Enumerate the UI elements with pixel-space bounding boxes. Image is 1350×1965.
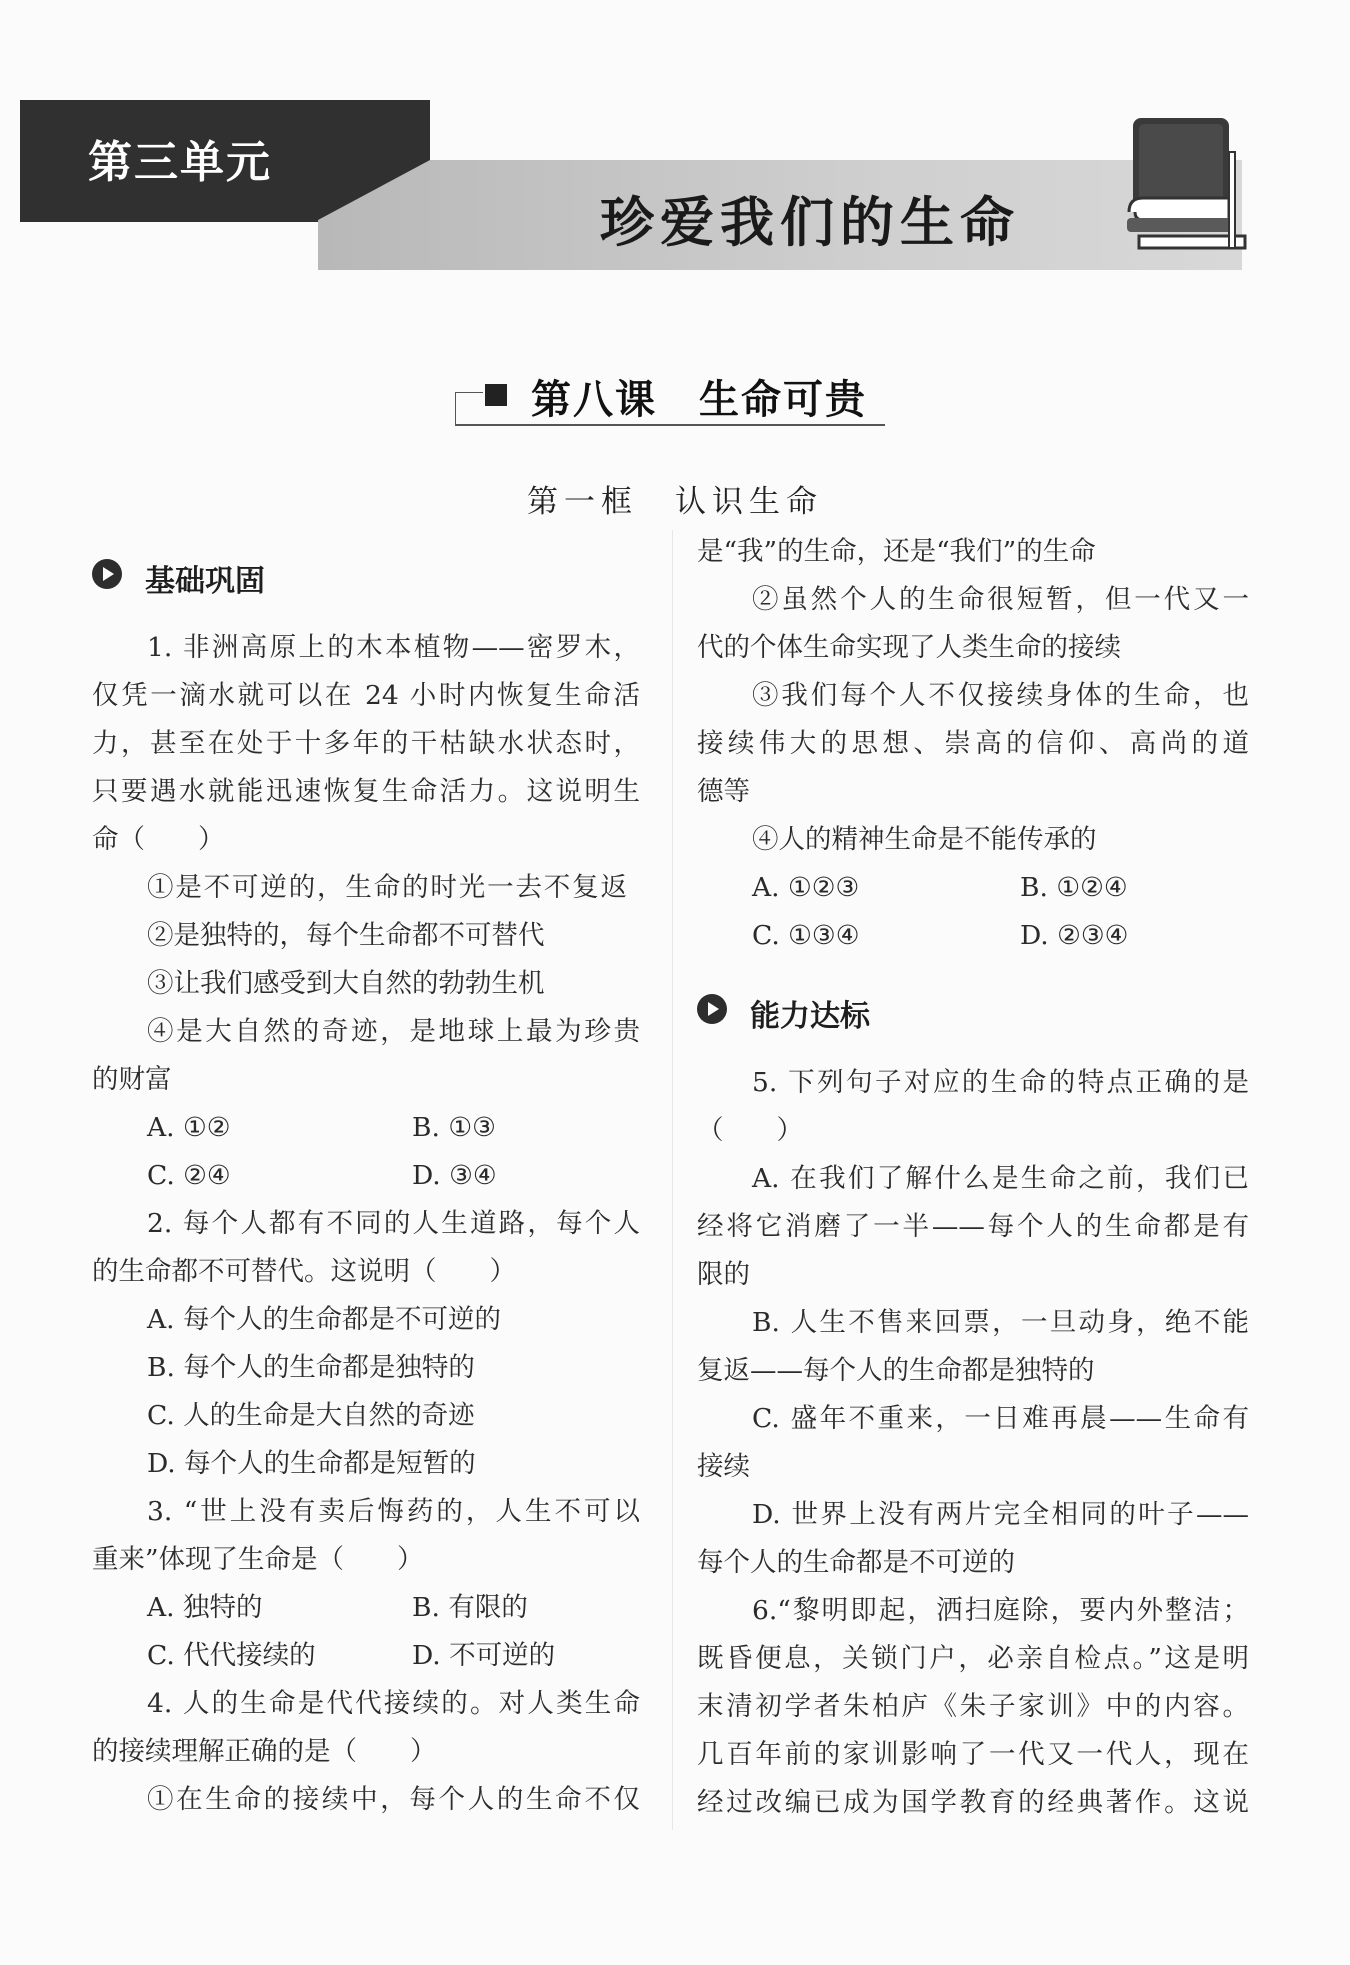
text-line: 经过改编已成为国学教育的经典著作。这说	[697, 1787, 1249, 1818]
option-b: B. ①③	[412, 1112, 496, 1143]
text-line: 仅凭一滴水就可以在 24 小时内恢复生命活	[92, 680, 640, 711]
text-line: 经将它消磨了一半——每个人的生命都是有	[697, 1211, 1249, 1242]
option-c: C. ①③④	[752, 920, 860, 951]
text-line: D. 世界上没有两片完全相同的叶子——	[752, 1499, 1249, 1530]
unit-title: 珍爱我们的生命	[600, 191, 1020, 254]
text-line: 力，甚至在处于十多年的干枯缺水状态时，	[92, 728, 640, 759]
text-line: 的接续理解正确的是（ ）	[92, 1736, 437, 1767]
text-line: 是“我”的生命，还是“我们”的生命	[697, 536, 1096, 567]
text-line: 只要遇水就能迅速恢复生命活力。这说明生	[92, 776, 640, 807]
text-line: 的财富	[92, 1064, 172, 1095]
text-line: ④人的精神生命是不能传承的	[752, 824, 1097, 855]
text-line: 2. 每个人都有不同的人生道路，每个人	[147, 1208, 640, 1239]
text-line: 几百年前的家训影响了一代又一代人，现在	[697, 1739, 1249, 1770]
text-line: 3. “世上没有卖后悔药的，人生不可以	[147, 1496, 640, 1527]
text-line: 德等	[697, 776, 750, 807]
text-line: A. 每个人的生命都是不可逆的	[147, 1304, 501, 1335]
play-circle-icon	[92, 559, 122, 589]
text-line: 5. 下列句子对应的生命的特点正确的是	[752, 1067, 1249, 1098]
books-icon	[1125, 112, 1255, 262]
section-heading-ability: 能力达标	[750, 999, 870, 1034]
section-heading-basics: 基础巩固	[145, 564, 265, 599]
text-line: D. 每个人的生命都是短暂的	[147, 1448, 476, 1479]
option-b: B. 有限的	[412, 1592, 528, 1623]
text-line: C. 盛年不重来，一日难再晨——生命有	[752, 1403, 1249, 1434]
text-line: C. 人的生命是大自然的奇迹	[147, 1400, 475, 1431]
text-line: 1. 非洲高原上的木本植物——密罗木，	[147, 632, 640, 663]
text-line: 接续伟大的思想、崇高的信仰、高尚的道	[697, 728, 1249, 759]
text-line: 6.“黎明即起，洒扫庭除，要内外整洁；	[752, 1595, 1249, 1626]
option-a: A. ①②③	[752, 872, 860, 903]
text-line: ③让我们感受到大自然的勃勃生机	[147, 968, 545, 999]
option-d: D. ③④	[412, 1160, 497, 1191]
text-line: ①在生命的接续中，每个人的生命不仅	[147, 1784, 640, 1815]
text-line: 代的个体生命实现了人类生命的接续	[697, 632, 1121, 663]
unit-label: 第三单元	[88, 137, 272, 188]
text-line: 每个人的生命都是不可逆的	[697, 1547, 1015, 1578]
square-bullet-icon	[485, 384, 507, 406]
text-line: 4. 人的生命是代代接续的。对人类生命	[147, 1688, 640, 1719]
column-divider	[672, 530, 673, 1830]
text-line: ③我们每个人不仅接续身体的生命，也	[752, 680, 1249, 711]
text-line: 限的	[697, 1259, 750, 1290]
option-b: B. ①②④	[1020, 872, 1128, 903]
text-line: 命（ ）	[92, 824, 225, 855]
option-a: A. 独特的	[147, 1592, 263, 1623]
text-line: 接续	[697, 1451, 750, 1482]
frame-title: 第一框 认识生命	[527, 484, 823, 520]
lesson-title: 第八课 生命可贵	[531, 377, 867, 423]
text-line: 末清初学者朱柏庐《朱子家训》中的内容。	[697, 1691, 1249, 1722]
text-line: 既昏便息，关锁门户，必亲自检点。”这是明	[697, 1643, 1249, 1674]
option-c: C. ②④	[147, 1160, 231, 1191]
play-circle-icon	[697, 994, 727, 1024]
text-line: ②虽然个人的生命很短暂，但一代又一	[752, 584, 1249, 615]
option-c: C. 代代接续的	[147, 1640, 316, 1671]
text-line: 的生命都不可替代。这说明（ ）	[92, 1256, 516, 1287]
text-line: B. 每个人的生命都是独特的	[147, 1352, 475, 1383]
text-line: （ ）	[697, 1115, 803, 1146]
lesson-heading	[455, 368, 885, 426]
text-line: ①是不可逆的，生命的时光一去不复返	[147, 872, 627, 903]
text-line: ④是大自然的奇迹，是地球上最为珍贵	[147, 1016, 640, 1047]
text-line: 复返——每个人的生命都是独特的	[697, 1355, 1095, 1386]
text-line: 重来”体现了生命是（ ）	[92, 1544, 424, 1575]
text-line: ②是独特的，每个生命都不可替代	[147, 920, 545, 951]
option-d: D. ②③④	[1020, 920, 1129, 951]
option-a: A. ①②	[147, 1112, 231, 1143]
text-line: A. 在我们了解什么是生命之前，我们已	[752, 1163, 1249, 1194]
option-d: D. 不可逆的	[412, 1640, 556, 1671]
text-line: B. 人生不售来回票，一旦动身，绝不能	[752, 1307, 1249, 1338]
